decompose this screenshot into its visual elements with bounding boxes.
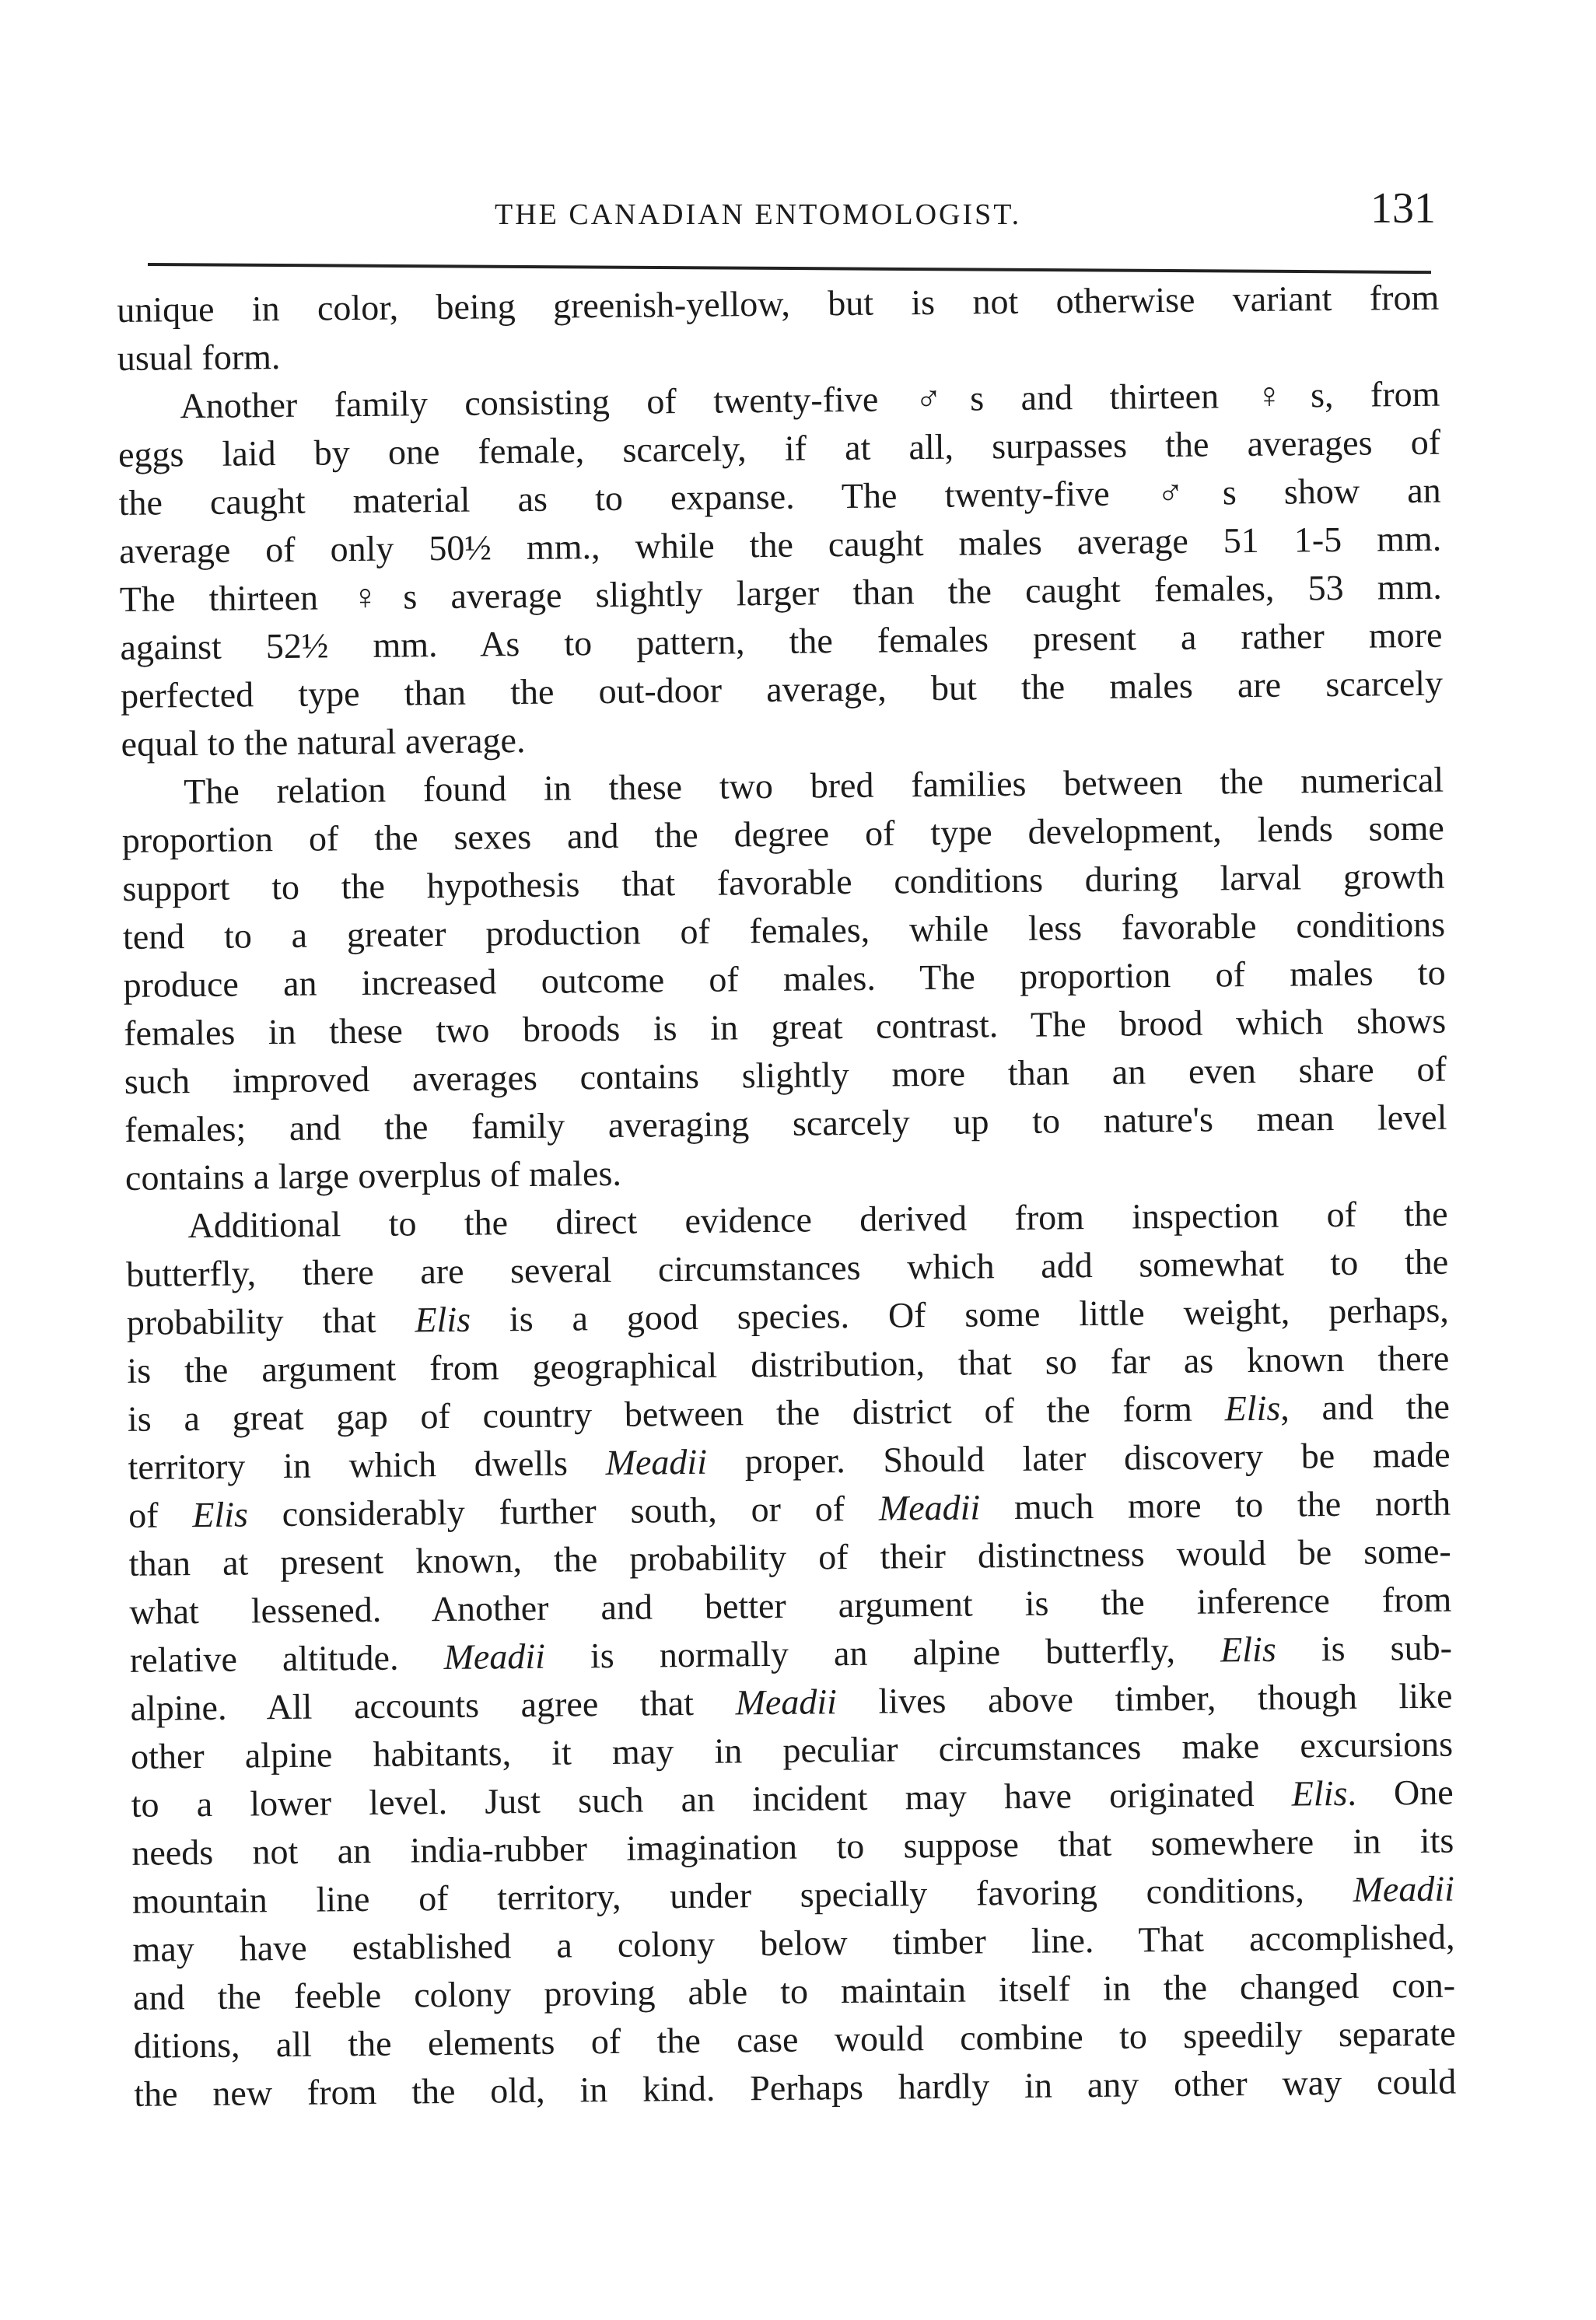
body-text bbox=[117, 274, 1457, 2119]
text-line: average of only 50½ mm., while the caught males average 51 1-5 mm. bbox=[119, 518, 1442, 571]
text-line: tend to a greater production of females, while less favorable conditions bbox=[122, 904, 1446, 957]
paragraph bbox=[117, 274, 1440, 383]
text-line: perfected type than the out-door average, but the males are scarcely bbox=[120, 663, 1444, 716]
text-line: Another family consisting of twenty-five ♂s and thirteen ♀s, from bbox=[180, 373, 1440, 426]
text-line: females in these two broods is in great contrast. The brood which shows bbox=[123, 1000, 1447, 1053]
paragraph bbox=[117, 370, 1444, 768]
text-line: contains a large overplus of males. bbox=[124, 1153, 622, 1198]
text-line: The thirteen ♀s average slightly larger than the caught females, 53 mm. bbox=[119, 566, 1443, 619]
text-line: other alpine habitants, it may in peculiar circumstances make excursions bbox=[130, 1723, 1454, 1776]
text-line: such improved averages contains slightly more than an even share of bbox=[124, 1048, 1447, 1101]
text-line: relative altitude. Meadii is normally an alpine butterfly, Elis is sub- bbox=[129, 1627, 1453, 1680]
text-line: what lessened. Another and better argument is the inference from bbox=[129, 1579, 1452, 1632]
text-line: support to the hypothesis that favorable conditions during larval growth bbox=[122, 856, 1445, 908]
species-name: Meadii bbox=[443, 1636, 546, 1678]
text-line: probability that Elis is a good species. Of some little weight, perhaps, bbox=[126, 1289, 1449, 1342]
text-line: mountain line of territory, under specially favoring conditions, Meadii bbox=[131, 1868, 1455, 1921]
header-rule bbox=[148, 263, 1431, 274]
text-line: produce an increased outcome of males. The proportion of males to bbox=[123, 952, 1446, 1005]
text-line: is a great gap of country between the district of the form Elis, and the bbox=[127, 1386, 1451, 1439]
species-name: Elis bbox=[415, 1299, 471, 1340]
species-name: Meadii bbox=[878, 1487, 981, 1528]
text-line: alpine. All accounts agree that Meadii lives above timber, though like bbox=[130, 1675, 1453, 1728]
text-line: may have established a colony below timber line. That accomplished, bbox=[132, 1916, 1455, 1969]
running-head bbox=[137, 184, 1436, 254]
species-name: Elis bbox=[1224, 1387, 1281, 1429]
text-line: of Elis considerably further south, or of Meadii much more to the north bbox=[128, 1482, 1451, 1535]
text-line: The relation found in these two bred families between the numerical bbox=[183, 759, 1444, 812]
paragraph bbox=[121, 756, 1447, 1202]
text-line: eggs laid by one female, scarcely, if at all, surpasses the averages of bbox=[117, 422, 1441, 474]
text-line: to a lower level. Just such an incident may have originated Elis. One bbox=[131, 1772, 1454, 1825]
text-line: Additional to the direct evidence derived from inspection of the bbox=[187, 1193, 1448, 1246]
text-line: the new from the old, in kind. Perhaps hardly in any other way could bbox=[134, 2061, 1457, 2114]
text-line: than at present known, the probability of their distinctness would be some- bbox=[128, 1531, 1451, 1583]
text-line: unique in color, being greenish-yellow, but is not otherwise variant from bbox=[117, 277, 1440, 330]
paragraph bbox=[125, 1190, 1456, 2119]
text-line: equal to the natural average. bbox=[121, 719, 526, 764]
species-name: Elis bbox=[1220, 1629, 1276, 1670]
journal-title: THE CANADIAN ENTOMOLOGIST. bbox=[495, 198, 1022, 231]
text-line: the caught material as to expanse. The twenty-five ♂s show an bbox=[118, 470, 1441, 523]
species-name: Elis bbox=[192, 1494, 249, 1535]
page-number: 131 bbox=[1370, 184, 1436, 233]
species-name: Meadii bbox=[605, 1441, 708, 1483]
text-line: territory in which dwells Meadii proper. Should later discovery be made bbox=[128, 1434, 1451, 1487]
species-name: Meadii bbox=[735, 1681, 838, 1723]
text-line: needs not an india-rubber imagination to suppose that somewhere in its bbox=[131, 1820, 1454, 1873]
species-name: Elis bbox=[1291, 1772, 1348, 1814]
text-line: females; and the family averaging scarcely up to nature's mean level bbox=[124, 1097, 1447, 1150]
text-line: ditions, all the elements of the case would combine to speedily separate bbox=[133, 2013, 1456, 2066]
text-line: butterfly, there are several circumstances which add somewhat to the bbox=[125, 1241, 1449, 1294]
text-line: against 52½ mm. As to pattern, the females present a rather more bbox=[120, 614, 1443, 667]
species-name: Meadii bbox=[1353, 1868, 1455, 1909]
text-line: proportion of the sexes and the degree of type development, lends some bbox=[121, 807, 1445, 860]
text-line: and the feeble colony proving able to maintain itself in the changed con- bbox=[132, 1965, 1456, 2017]
text-line: usual form. bbox=[117, 336, 281, 378]
text-line: is the argument from geographical distribution, that so far as known there bbox=[127, 1338, 1450, 1391]
